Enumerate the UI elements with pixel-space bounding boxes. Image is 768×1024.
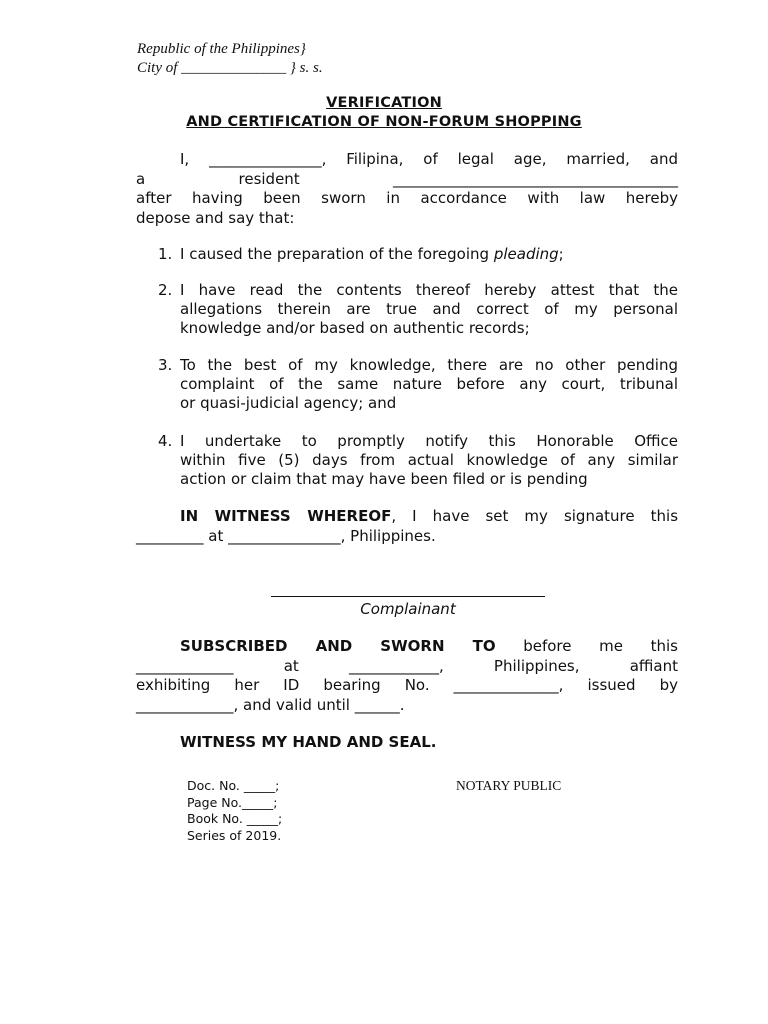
item-1-text: I caused the preparation of the foregoing pleading;: [180, 245, 564, 263]
signature-line: [271, 596, 545, 597]
jurat-line-3: exhibiting her ID bearing No. ______________, issued by: [136, 676, 678, 694]
witness-line-2: _________ at _______________, Philippines.: [136, 526, 436, 545]
jurat-line-4: _____________, and valid until ______.: [136, 695, 405, 714]
pleading-word: pleading: [493, 245, 559, 263]
notary-public-label: NOTARY PUBLIC: [456, 778, 562, 793]
item-number: 3.: [158, 356, 173, 374]
doc-no: Doc. No. _____;: [187, 778, 280, 793]
title-verification: VERIFICATION: [326, 95, 442, 111]
jurat-line-1: SUBSCRIBED AND SWORN TO before me this: [180, 637, 678, 655]
book-no: Book No. _____;: [187, 811, 283, 826]
item-4-line-3: action or claim that may have been filed or is pending: [180, 470, 588, 488]
title-certification: AND CERTIFICATION OF NON-FORUM SHOPPING: [186, 114, 582, 130]
item-2: [158, 281, 678, 338]
item-number: 4.: [158, 432, 173, 450]
item-3-line-3: or quasi-judicial agency; and: [180, 394, 397, 412]
witness-line-1: IN WITNESS WHEREOF, I have set my signature this: [180, 507, 679, 525]
page-no: Page No._____;: [187, 794, 278, 810]
jurat-paragraph: [136, 637, 678, 715]
series-year: Series of 2019.: [187, 827, 282, 843]
item-4-line-1: I undertake to promptly notify this Honorable Office: [180, 432, 678, 450]
item-number: 1.: [158, 245, 173, 263]
intro-line-3: after having been sworn in accordance with law hereby: [136, 189, 678, 207]
witness-hand-seal: WITNESS MY HAND AND SEAL.: [180, 733, 437, 751]
item-number: 2.: [158, 281, 173, 299]
witness-bold: IN WITNESS WHEREOF: [180, 507, 392, 525]
item-4: [158, 432, 678, 489]
item-3-line-2: complaint of the same nature before any court, tribunal: [180, 375, 678, 393]
venue-city: City of ______________ } s. s.: [137, 60, 323, 76]
witness-paragraph: [136, 507, 678, 546]
intro-line-1: I, _______________, Filipina, of legal age, married, and: [180, 150, 678, 168]
item-2-line-2: allegations therein are true and correct of my personal: [180, 300, 678, 318]
item-3: [158, 356, 678, 413]
intro-paragraph: [136, 150, 678, 228]
item-4-line-2: within five (5) days from actual knowledge of any similar: [180, 451, 678, 469]
jurat-bold: SUBSCRIBED AND SWORN TO: [180, 637, 496, 655]
intro-line-4: depose and say that:: [136, 208, 295, 227]
venue-republic: Republic of the Philippines}: [137, 41, 306, 57]
intro-line-2: a resident ______________________________________: [136, 169, 678, 188]
notarial-register: [187, 778, 282, 844]
item-3-line-1: To the best of my knowledge, there are no other pending: [180, 356, 678, 374]
jurat-line-2: _____________ at ____________, Philippines, affiant: [136, 656, 678, 675]
complainant-label: Complainant: [360, 600, 456, 618]
item-2-line-1: I have read the contents thereof hereby attest that the: [180, 281, 678, 299]
item-2-line-3: knowledge and/or based on authentic records;: [180, 319, 530, 337]
venue-block: [137, 40, 323, 78]
item-1: [158, 245, 678, 264]
